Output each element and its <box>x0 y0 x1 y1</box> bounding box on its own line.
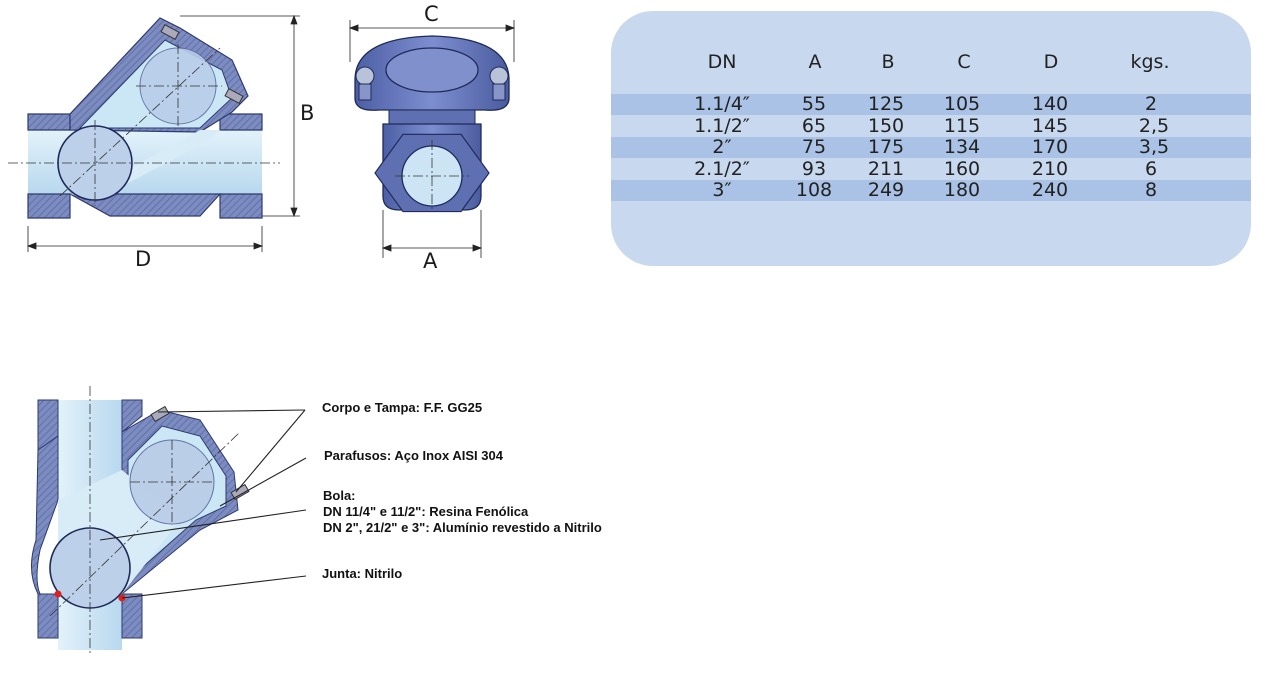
table-header-c: C <box>957 51 971 73</box>
dimension-label-a: A <box>423 249 438 273</box>
table-cell: 240 <box>1031 179 1069 201</box>
dimension-label-b: B <box>300 101 315 125</box>
table-cell: 2 <box>1144 93 1158 115</box>
part-label-body: Corpo e Tampa: F.F. GG25 <box>322 400 483 415</box>
table-cell: 180 <box>943 179 981 201</box>
table-cell: 125 <box>867 93 905 115</box>
part-label-bolts: Parafusos: Aço Inox AISI 304 <box>324 448 503 463</box>
part-label-ball-line2: DN 2", 21/2" e 3": Alumínio revestido a Nitrilo <box>323 520 602 535</box>
table-cell: 6 <box>1144 158 1158 180</box>
table-cell: 210 <box>1031 158 1069 180</box>
part-label-gasket: Junta: Nitrilo <box>322 566 403 581</box>
table-cell: 150 <box>867 115 905 137</box>
table-header-dn: DN <box>707 51 737 73</box>
table-cell: 2,5 <box>1138 115 1170 137</box>
table-header-kgs: kgs. <box>1130 51 1170 73</box>
table-cell: 170 <box>1031 136 1069 158</box>
valve-side-view <box>0 0 330 280</box>
table-header-d: D <box>1043 51 1059 73</box>
table-cell: 108 <box>795 179 833 201</box>
table-cell: 65 <box>801 115 827 137</box>
table-cell: 3″ <box>712 179 732 201</box>
table-cell: 2.1/2″ <box>694 158 750 180</box>
table-cell: 105 <box>943 93 981 115</box>
table-cell: 8 <box>1144 179 1158 201</box>
dimension-label-d: D <box>135 247 152 271</box>
valve-section-view <box>0 380 320 670</box>
table-cell: 160 <box>943 158 981 180</box>
table-cell: 175 <box>867 136 905 158</box>
dimension-label-c: C <box>424 2 439 26</box>
part-label-ball-title: Bola: <box>323 488 356 503</box>
table-cell: 134 <box>943 136 981 158</box>
table-cell: 1.1/4″ <box>694 93 750 115</box>
table-header-b: B <box>881 51 895 73</box>
table-cell: 2″ <box>712 136 732 158</box>
table-cell: 249 <box>867 179 905 201</box>
table-header-a: A <box>808 51 822 73</box>
table-cell: 3,5 <box>1138 136 1170 158</box>
table-cell: 93 <box>801 158 827 180</box>
spec-table-panel <box>611 11 1251 266</box>
table-cell: 75 <box>801 136 827 158</box>
table-cell: 115 <box>943 115 981 137</box>
table-cell: 145 <box>1031 115 1069 137</box>
table-cell: 211 <box>867 158 905 180</box>
valve-front-view <box>335 0 535 270</box>
table-cell: 55 <box>801 93 827 115</box>
table-cell: 1.1/2″ <box>694 115 750 137</box>
table-cell: 140 <box>1031 93 1069 115</box>
part-label-ball-line1: DN 11/4" e 11/2": Resina Fenólica <box>323 504 529 519</box>
